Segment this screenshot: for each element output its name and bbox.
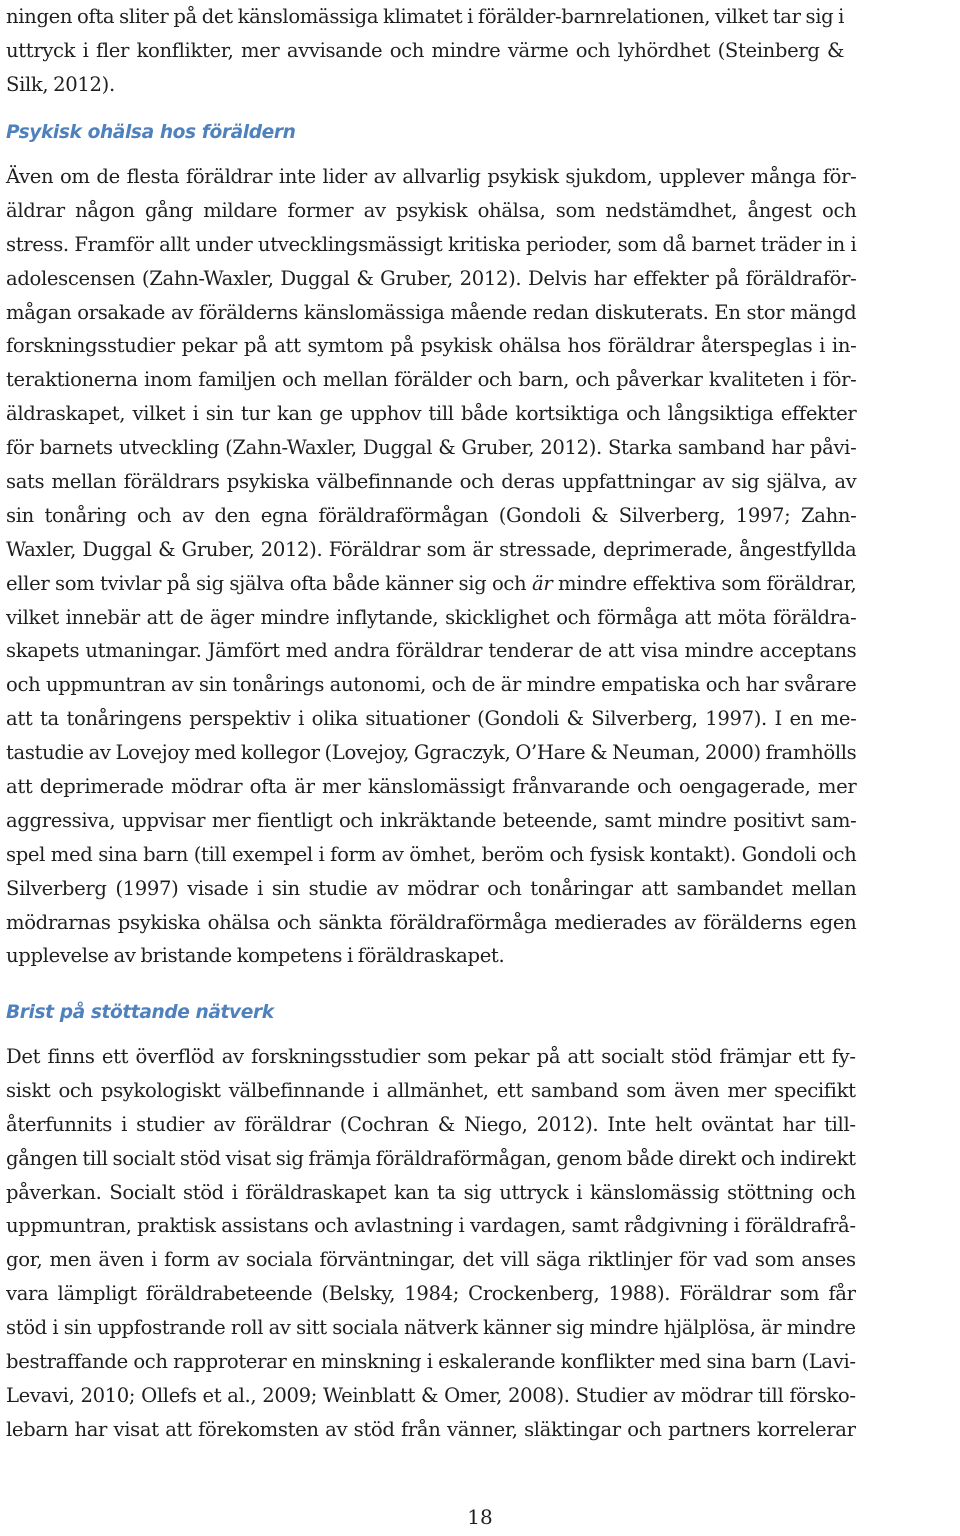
text-line: mödrarnas psykiska ohälsa och sänkta föräldraförmåga medierades av förälderns egen (6, 910, 857, 934)
text-line: aggressiva, uppvisar mer fientligt och inkräktande beteende, samt mindre positivt sam- (6, 808, 857, 832)
text-line: gor, men även i form av sociala förväntningar, det vill säga riktlinjer för vad som anses (6, 1248, 856, 1272)
text-line: Silk, 2012). (6, 72, 115, 96)
text-line: Det finns ett överflöd av forskningsstudier som pekar på att socialt stöd främjar ett fy- (6, 1045, 856, 1068)
paragraph-continued (6, 0, 844, 102)
text-line: sin tonåring och av den egna föräldraförmågan (Gondoli & Silverberg, 1997; Zahn- (6, 503, 857, 527)
text-line: sats mellan föräldrars psykiska välbefinnande och deras uppfattningar av sig själva, av (6, 470, 857, 494)
text-line: äldrar någon gång mildare former av psykisk ohälsa, som nedstämdhet, ångest och (6, 198, 857, 222)
text-line: stöd i sin uppfostrande roll av sitt sociala nätverk känner sig mindre hjälplösa, är mindre (6, 1316, 856, 1340)
text-line: lebarn har visat att förekomsten av stöd från vänner, släktingar och partners korrelerar (6, 1417, 856, 1441)
text-line: stress. Framför allt under utvecklingsmässigt kritiska perioder, som då barnet träder in i (6, 232, 857, 256)
text-line: vara lämpligt föräldrabeteende (Belsky, 1984; Crockenberg, 1988). Föräldrar som får (6, 1282, 856, 1306)
section-heading-brist-pa-stottande-natverk: Brist på stöttande nätverk (6, 1002, 274, 1023)
text-line: ningen ofta sliter på det känslomässiga klimatet i förälder-barnrelationen, vilket tar sig i (6, 5, 845, 28)
text-line: gången till socialt stöd visat sig främja föräldraförmågan, genom både direkt och indirekt (6, 1146, 856, 1170)
text-line: Levavi, 2010; Ollefs et al., 2009; Weinblatt & Omer, 2008). Studier av mödrar till försko- (6, 1383, 856, 1407)
text-line: bestraffande och rapproterar en minskning i eskalerande konflikter med sina barn (Lavi- (6, 1350, 856, 1374)
text-line: uttryck i fler konflikter, mer avvisande och mindre värme och lyhördhet (Steinberg & (6, 38, 845, 62)
text-line: Waxler, Duggal & Gruber, 2012). Föräldrar som är stressade, deprimerade, ångestfyllda (6, 537, 857, 561)
text-line: att deprimerade mödrar ofta är mer känslomässigt frånvarande och oengagerade, mer (6, 775, 857, 799)
text-line: vilket innebär att de äger mindre inflytande, skicklighet och förmåga att möta föräldra- (6, 605, 857, 629)
text-line: påverkan. Socialt stöd i föräldraskapet kan ta sig uttryck i känslomässig stöttning och (6, 1180, 856, 1204)
paragraph-psykisk-ohalsa (6, 160, 856, 973)
text-line: tastudie av Lovejoy med kollegor (Lovejoy, Ggraczyk, O’Hare & Neuman, 2000) framhölls (6, 741, 857, 765)
text-line: adolescensen (Zahn-Waxler, Duggal & Gruber, 2012). Delvis har effekter på föräldraför- (6, 266, 857, 290)
text-line: teraktionerna inom familjen och mellan förälder och barn, och påverkar kvaliteten i för- (6, 368, 857, 392)
text-line: spel med sina barn (till exempel i form av ömhet, beröm och fysisk kontakt). Gondoli och (6, 842, 857, 866)
text-line: äldraskapet, vilket i sin tur kan ge upphov till både kortsiktiga och långsiktiga effekter (6, 402, 857, 426)
text-line: för barnets utveckling (Zahn-Waxler, Duggal & Gruber, 2012). Starka samband har påvi- (6, 436, 857, 460)
text-line: Även om de flesta föräldrar inte lider av allvarlig psykisk sjukdom, upplever många för- (6, 165, 857, 188)
emphasis: är (531, 571, 553, 595)
text-line: uppmuntran, praktisk assistans och avlastning i vardagen, samt rådgivning i föräldrafrå- (6, 1214, 856, 1238)
text-line: Silverberg (1997) visade i sin studie av mödrar och tonåringar att sambandet mellan (6, 876, 857, 900)
text-line: återfunnits i studier av föräldrar (Cochran & Niego, 2012). Inte helt oväntat har till- (6, 1112, 856, 1136)
text-line: att ta tonåringens perspektiv i olika situationer (Gondoli & Silverberg, 1997). I en me- (6, 707, 857, 731)
text-line: och uppmuntran av sin tonårings autonomi, och de är mindre empatiska och har svårare (6, 673, 857, 697)
text-line: siskt och psykologiskt välbefinnande i allmänhet, ett samband som även mer specifikt (6, 1078, 856, 1102)
paragraph-brist-pa-stottande-natverk (6, 1040, 856, 1447)
text-line: skapets utmaningar. Jämfört med andra föräldrar tenderar de att visa mindre acceptans (6, 639, 857, 663)
text-line: upplevelse av bristande kompetens i föräldraskapet. (6, 944, 505, 968)
text-line: mågan orsakade av förälderns känslomässiga mående redan diskuterats. En stor mängd (6, 300, 857, 324)
text-line: forskningsstudier pekar på att symtom på psykisk ohälsa hos föräldrar återspeglas i in- (6, 334, 857, 358)
text-line: eller som tvivlar på sig själva ofta både känner sig och är mindre effektiva som föräldrar, (6, 571, 857, 595)
section-heading-psykisk-ohalsa: Psykisk ohälsa hos föräldern (6, 122, 296, 143)
page-number: 18 (467, 1505, 493, 1529)
